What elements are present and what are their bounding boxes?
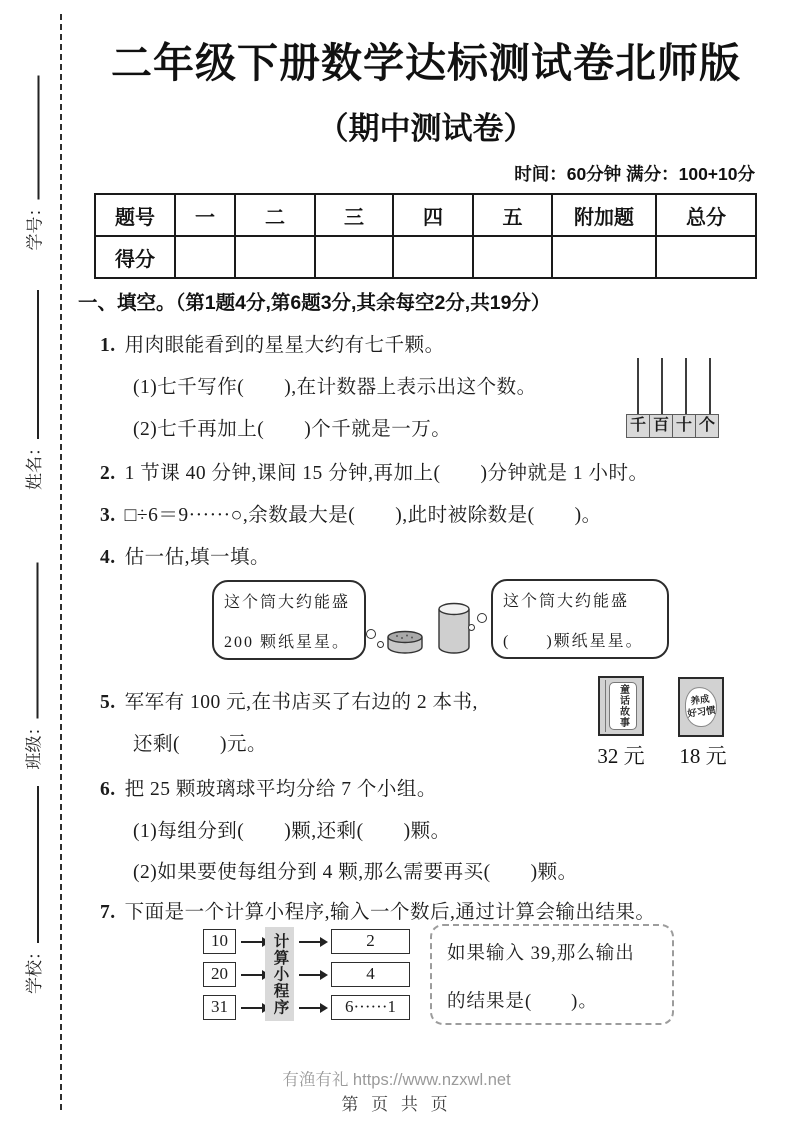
arrow-right-icon: [299, 1007, 321, 1009]
student-id-label: 学号：: [25, 199, 44, 251]
question-1-sub-1: (1)七千写作( ),在计数器上表示出这个数。: [133, 377, 537, 398]
question-6-text: 把 25 颗玻璃球平均分给 7 个小组。: [124, 779, 437, 800]
question-1-number: 1.: [100, 335, 116, 356]
output-box-2: 4: [331, 962, 410, 987]
question-3-text: □÷6＝9······○,余数最大是( ),此时被除数是( )。: [124, 505, 602, 526]
score-cell[interactable]: [656, 236, 756, 278]
bubble-tail-dot: [477, 613, 487, 623]
speech-bubble-left: [212, 580, 366, 660]
school-blank[interactable]: [26, 786, 39, 943]
book2-title-line1: 养成: [690, 693, 711, 708]
score-header-cell: 一: [175, 194, 235, 236]
name-label: 姓名：: [24, 439, 44, 490]
bubble-left-line2: 200 颗纸星星。: [224, 634, 351, 651]
school-field: [19, 786, 45, 994]
question-4-number: 4.: [100, 547, 116, 568]
output-box-3: 6······1: [331, 995, 410, 1020]
score-header-cell: 题号: [95, 194, 175, 236]
question-7-number: 7.: [100, 902, 116, 923]
question-4: [100, 541, 270, 569]
bubble-tail-dot: [377, 641, 384, 648]
bubble-tail-dot: [366, 629, 376, 639]
question-2-text: 1 节课 40 分钟,课间 15 分钟,再加上( )分钟就是 1 小时。: [124, 463, 649, 484]
question-5-text-line2: 还剩( )元。: [133, 734, 267, 755]
counting-rack-figure: [626, 358, 724, 438]
score-cell[interactable]: [315, 236, 393, 278]
input-box-1: 10: [203, 929, 236, 954]
school-label: 学校：: [24, 943, 44, 994]
score-header-cell: 四: [393, 194, 473, 236]
question-6: [100, 773, 437, 801]
book1-title: 童话故事: [617, 684, 629, 728]
question-1: [100, 329, 445, 357]
calc-program-label: 计算小程序: [271, 932, 289, 1016]
bubble-right-line2: ( )颗纸星星。: [503, 633, 644, 650]
score-table-header-row: [95, 194, 756, 236]
input-box-2: 20: [203, 962, 236, 987]
place-label-tens: 十: [672, 414, 696, 438]
book2-price: 18 元: [679, 744, 727, 768]
question-6-number: 6.: [100, 779, 116, 800]
input-box-3: 31: [203, 995, 236, 1020]
question-5-text-line1: 军军有 100 元,在书店买了右边的 2 本书,: [124, 692, 478, 713]
score-row-label: 得分: [95, 236, 175, 278]
book-spine: [602, 680, 606, 732]
score-header-cell: 总分: [656, 194, 756, 236]
name-blank[interactable]: [26, 290, 39, 439]
question-2-number: 2.: [100, 463, 116, 484]
place-label-thousands: 千: [626, 414, 650, 438]
place-label-ones: 个: [695, 414, 719, 438]
question-4-text: 估一估,填一填。: [124, 547, 271, 568]
arrow-right-icon: [241, 1007, 263, 1009]
question-7-note-box: [430, 924, 674, 1025]
book2-title-line2: 好习惯: [686, 705, 717, 720]
section-1-heading: 一、填空。（第1题4分,第6题3分,其余每空2分,共19分）: [78, 292, 551, 314]
book-fairy-tales: [598, 676, 644, 736]
question-3-number: 3.: [100, 505, 116, 526]
score-table-score-row: [95, 236, 756, 278]
score-cell[interactable]: [552, 236, 656, 278]
footer-page-info: 第 页 共 页: [341, 1095, 452, 1114]
book-cover-panel: [609, 682, 637, 730]
arrow-right-icon: [241, 974, 263, 976]
score-cell[interactable]: [235, 236, 315, 278]
page-title: 二年级下册数学达标测试卷北师版: [111, 40, 741, 86]
page-subtitle: （期中测试卷）: [317, 111, 535, 146]
book1-price: 32 元: [597, 744, 645, 768]
bubble-right-line1: 这个筒大约能盛: [503, 593, 630, 610]
score-cell[interactable]: [473, 236, 552, 278]
note-line1: 如果输入 39,那么输出: [447, 944, 635, 964]
bubble-tail-dot: [468, 624, 475, 631]
class-blank[interactable]: [25, 563, 38, 719]
class-field: [19, 563, 45, 770]
score-table: [94, 193, 757, 279]
question-7-text: 下面是一个计算小程序,输入一个数后,通过计算会输出结果。: [124, 902, 656, 923]
score-header-cell: 二: [235, 194, 315, 236]
student-id-field: [20, 76, 46, 251]
question-1-text: 用肉眼能看到的星星大约有七千颗。: [124, 335, 445, 356]
tall-cylinder-figure: [437, 600, 471, 656]
score-header-cell: 附加题: [552, 194, 656, 236]
speech-bubble-right: [491, 579, 669, 659]
arrow-right-icon: [241, 941, 263, 943]
question-2: [100, 457, 649, 485]
counting-rack-rod: [709, 358, 711, 414]
question-1-sub-2: (2)七千再加上( )个千就是一万。: [133, 419, 452, 440]
arrow-right-icon: [299, 974, 321, 976]
footer-credit-link[interactable]: 有渔有礼 https://www.nzxwl.net: [282, 1071, 511, 1089]
exam-info: 时间：60分钟 满分：100+10分: [514, 164, 755, 184]
short-cylinder-figure: [386, 628, 424, 656]
place-label-hundreds: 百: [649, 414, 673, 438]
score-header-cell: 五: [473, 194, 552, 236]
counting-rack-labels: [626, 414, 719, 438]
score-cell[interactable]: [393, 236, 473, 278]
question-6-sub-1: (1)每组分到( )颗,还剩( )颗。: [133, 821, 451, 842]
question-3: [100, 499, 602, 527]
question-6-sub-2: (2)如果要使每组分到 4 颗,那么需要再买( )颗。: [133, 862, 578, 883]
bubble-left-line1: 这个筒大约能盛: [224, 594, 351, 611]
score-header-cell: 三: [315, 194, 393, 236]
book-good-habits: [678, 677, 724, 737]
question-5: [100, 686, 478, 714]
question-5-number: 5.: [100, 692, 116, 713]
cut-dashed-line: [60, 14, 62, 1110]
arrow-right-icon: [299, 941, 321, 943]
student-id-blank[interactable]: [26, 76, 39, 200]
note-line2: 的结果是( )。: [447, 992, 598, 1012]
name-field: [19, 290, 45, 490]
question-7: [100, 896, 655, 924]
counting-rack-rod: [637, 358, 639, 414]
counting-rack-rod: [661, 358, 663, 414]
class-label: 班级：: [24, 718, 43, 770]
output-box-1: 2: [331, 929, 410, 954]
book-cover-cloud: [684, 686, 719, 728]
score-cell[interactable]: [175, 236, 235, 278]
counting-rack-rod: [685, 358, 687, 414]
calc-program-box: [265, 927, 294, 1021]
